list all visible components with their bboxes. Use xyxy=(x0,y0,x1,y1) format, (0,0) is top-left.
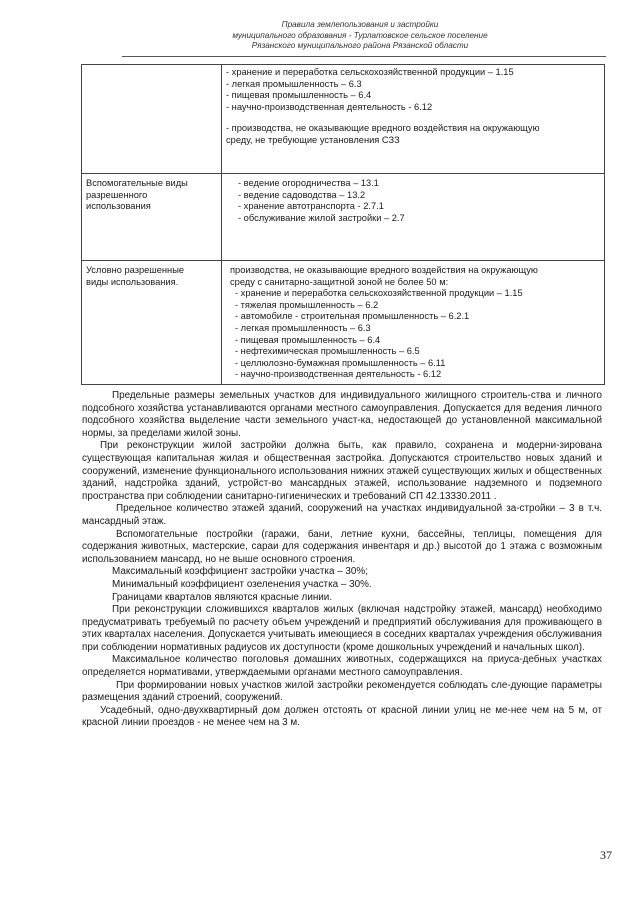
paragraph: Предельные размеры земельных участков для индивидуального жилищного строитель-ства и личного подсобного хозяйства устанавливаются органами местного самоуправления. Допускается для ведения личного подсобного хозяйства выделение части земельного участ-ка, недостающей до установленной максимальной нормы, за пределами жилой зоны. xyxy=(82,390,602,439)
list-item: - пищевая промышленность – 6.4 xyxy=(235,334,381,345)
list-item: - научно-производственная деятельность - 6.12 xyxy=(226,101,433,112)
paragraph: Границами кварталов являются красные линии. xyxy=(112,591,333,603)
table-cell-label xyxy=(82,261,222,385)
header-line-3: Рязанского муниципального района Рязанской области xyxy=(251,41,469,51)
list-item: - легкая промышленность – 6.3 xyxy=(226,78,362,89)
row-label-line: использования xyxy=(86,201,151,212)
list-item: - пищевая промышленность – 6.4 xyxy=(226,90,372,101)
row-intro-line: среду с санитарно-защитной зоной не более 50 м: xyxy=(230,276,449,287)
header-divider xyxy=(122,56,606,57)
list-item: - тяжелая промышленность – 6.2 xyxy=(235,299,379,310)
list-item: - нефтехимическая промышленность – 6.5 xyxy=(235,346,420,357)
list-item: - производства, не оказывающие вредного воздействия на окружающую xyxy=(226,123,540,134)
list-item: - обслуживание жилой застройки – 2.7 xyxy=(238,212,405,223)
list-item: - научно-производственная деятельность - 6.12 xyxy=(235,369,442,380)
list-item: - ведение садоводства – 13.2 xyxy=(238,189,366,200)
paragraph: При формировании новых участков жилой застройки рекомендуется соблюдать сле-дующие параметры размещения зданий строений, сооружений. xyxy=(82,679,602,704)
list-item: - хранение и переработка сельскохозяйственной продукции – 1.15 xyxy=(235,288,523,299)
paragraph: Максимальное количество поголовья домашних животных, содержащихся на приуса-дебных участках определяется нормативами, утверждаемыми органами местного самоуправления. xyxy=(82,654,602,679)
row-label-line: виды использования. xyxy=(86,276,179,287)
list-item: среду, не требующие установления СЗЗ xyxy=(226,134,400,145)
paragraph: При реконструкции сложившихся кварталов жилых (включая надстройку этажей, мансард) необходимо предусматривать требуемый по расчету объем учреждений и предприятий обслуживания для проживающего в этих кварталах населения. Допускается учитывать имеющиеся в соседних кварталах учреждения обслуживания при соблюдении нормативных радиусов их доступности (кроме дошкольных учреждений и начальных школ). xyxy=(82,604,602,653)
table-cell-label xyxy=(82,174,222,261)
paragraph: Усадебный, одно-двухквартирный дом должен отстоять от красной линии улиц не ме-нее чем на 5 м, от красной линии проездов - не менее чем на 3 м. xyxy=(82,704,602,729)
row-label-line: Условно разрешенные xyxy=(86,265,185,275)
table-row xyxy=(82,261,605,385)
list-item: - хранение и переработка сельскохозяйственной продукции – 1.15 xyxy=(226,67,514,77)
list-item: - автомобиле - строительная промышленность – 6.2.1 xyxy=(235,311,470,322)
header-line-1: Правила землепользования и застройки xyxy=(281,20,439,29)
paragraph: При реконструкции жилой застройки должна быть, как правило, сохранена и модерни-зирована существующая капитальная жилая и общественная застройка. Допускаются строительство новых зданий и сооружений, изменение функционального использования нижних этажей существующих жилых и общественных зданий, надстройка зданий, устройст-во мансардных этажей, использование надземного и подземного пространства при соблюдении санитарно-гигиенических и требований СП 42.13330.2011 . xyxy=(82,440,602,502)
running-header xyxy=(200,20,520,52)
table-row xyxy=(82,174,605,261)
row-label-line: Вспомогательные виды xyxy=(86,178,188,188)
row-label-line: разрешенного xyxy=(86,189,148,200)
body-text xyxy=(82,390,602,730)
list-item: - целлюлозно-бумажная промышленность – 6.11 xyxy=(235,357,446,368)
table-cell-content xyxy=(222,65,605,174)
spacer xyxy=(226,113,600,123)
paragraph: Минимальный коэффициент озеленения участка – 30%. xyxy=(112,578,372,590)
table-cell-content xyxy=(222,261,605,385)
table-row xyxy=(82,65,605,174)
table-cell-content xyxy=(222,174,605,261)
list-item: - ведение огородничества – 13.1 xyxy=(238,178,379,188)
list-item: - легкая промышленность – 6.3 xyxy=(235,322,371,333)
land-use-table xyxy=(81,64,605,385)
row-intro-line: производства, не оказывающие вредного воздействия на окружающую xyxy=(230,265,538,275)
table-cell-label xyxy=(82,65,222,174)
list-item: - хранение автотранспорта - 2.7.1 xyxy=(238,201,384,212)
paragraph: Предельное количество этажей зданий, сооружений на участках индивидуальной за-стройки – 3 в т.ч. мансардный этаж. xyxy=(82,503,602,527)
paragraph: Максимальный коэффициент застройки участка – 30%; xyxy=(112,566,368,578)
header-line-2: муниципального образования - Турлатовское сельское поселение xyxy=(232,30,488,40)
page-number: 37 xyxy=(600,848,612,862)
paragraph: Вспомогательные постройки (гаражи, бани, летние кухни, бассейны, теплицы, помещения для содержания животных, мастерские, сараи для содержания инвентаря и др.) высотой до 1 этажа с возможным использованием мансард, но не выше основного строения. xyxy=(82,528,602,565)
